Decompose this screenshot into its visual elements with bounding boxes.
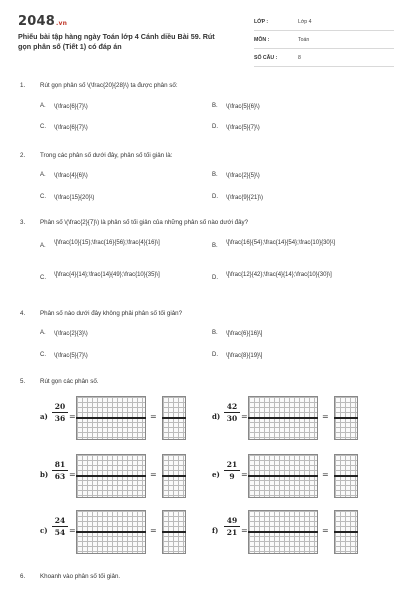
meta-label: MÔN : — [254, 37, 270, 43]
option-text: \(\frac{2}{3}\) — [54, 331, 88, 337]
option-text: \(\frac{6}{7}\) — [54, 125, 88, 131]
option-text: \[\frac{4}{14};\frac{14}{49};\frac{10}{35}\] — [54, 272, 160, 278]
option-text: \(\frac{6}{7}\) — [54, 104, 88, 110]
option-text: \(\frac{5}{6}\) — [226, 104, 260, 110]
given-fraction — [52, 402, 68, 423]
option-text: \[\frac{16}{54};\frac{14}{54};\frac{10}{30}\] — [226, 240, 336, 246]
fraction-bar — [248, 531, 318, 533]
given-fraction — [224, 402, 240, 423]
option-letter: A. — [40, 172, 46, 178]
answer-grid[interactable] — [76, 454, 146, 498]
option-text: \[\frac{12}{42};\frac{4}{14};\frac{10}{30}\] — [226, 272, 332, 278]
option-letter: C. — [40, 275, 46, 281]
denominator: 9 — [229, 472, 235, 481]
logo-text: 2048 — [18, 14, 55, 29]
option-letter: D. — [212, 124, 218, 130]
equals-sign: = — [241, 470, 248, 479]
option-letter: D. — [212, 275, 218, 281]
numerator: 42 — [224, 402, 240, 413]
exercise-c — [40, 508, 200, 556]
question-number: 4. — [20, 310, 26, 317]
option-letter: A. — [40, 330, 46, 336]
exercise-label: d) — [212, 412, 221, 421]
given-fraction — [52, 460, 68, 481]
equals-sign: = — [69, 526, 76, 535]
fraction-bar — [162, 531, 186, 533]
option-letter: B. — [212, 243, 218, 249]
fraction-bar — [76, 417, 146, 419]
fraction-bar — [248, 417, 318, 419]
option-letter: A. — [40, 243, 46, 249]
option-letter: B. — [212, 172, 218, 178]
exercise-f — [212, 508, 372, 556]
option-letter: B. — [212, 103, 218, 109]
question-text: Rút gọn các phân số. — [40, 378, 99, 385]
answer-grid[interactable] — [162, 510, 186, 554]
exercise-a — [40, 394, 200, 442]
option-text: \[\frac{8}{19}\] — [226, 353, 263, 359]
numerator: 21 — [224, 460, 240, 471]
equals-sign: = — [150, 412, 157, 421]
equals-sign: = — [322, 526, 329, 535]
option-letter: C. — [40, 352, 46, 358]
fraction-bar — [162, 417, 186, 419]
question-number: 6. — [20, 573, 26, 580]
fraction-bar — [334, 531, 358, 533]
option-letter: D. — [212, 194, 218, 200]
meta-label: SỐ CÂU : — [254, 55, 278, 61]
exercise-d — [212, 394, 372, 442]
answer-grid[interactable] — [334, 510, 358, 554]
given-fraction — [224, 460, 240, 481]
option-text: \[\frac{6}{16}\] — [226, 331, 263, 337]
option-text: \(\frac{4}{6}\) — [54, 173, 88, 179]
option-text: \(\frac{9}{21}\) — [226, 195, 264, 201]
exercise-e — [212, 452, 372, 500]
worksheet-header — [18, 14, 384, 60]
answer-grid[interactable] — [162, 454, 186, 498]
question-number: 2. — [20, 152, 26, 159]
fraction-bar — [248, 475, 318, 477]
fraction-bar — [76, 475, 146, 477]
equals-sign: = — [150, 470, 157, 479]
exercise-b — [40, 452, 200, 500]
equals-sign: = — [241, 412, 248, 421]
exercise-label: f) — [212, 526, 219, 535]
meta-label: LỚP : — [254, 19, 269, 25]
denominator: 21 — [226, 528, 238, 537]
question-text: Phân số nào dưới đây không phải phân số tối giản? — [40, 310, 183, 317]
question-number: 1. — [20, 82, 26, 89]
worksheet-meta — [254, 16, 394, 70]
meta-value: 8 — [298, 55, 301, 61]
meta-value: Toán — [298, 37, 310, 43]
option-text: \(\frac{5}{7}\) — [54, 353, 88, 359]
exercise-label: a) — [40, 412, 48, 421]
equals-sign: = — [69, 412, 76, 421]
fraction-bar — [334, 475, 358, 477]
equals-sign: = — [322, 412, 329, 421]
denominator: 63 — [54, 472, 66, 481]
question-number: 3. — [20, 219, 26, 226]
question-text: Phân số \(\frac{2}{7}\) là phân số tối giản của những phân số nào dưới đây? — [40, 219, 249, 226]
answer-grid[interactable] — [76, 396, 146, 440]
denominator: 54 — [54, 528, 66, 537]
option-text: \(\frac{2}{5}\) — [226, 173, 260, 179]
option-text: \(\frac{5}{7}\) — [226, 125, 260, 131]
fraction-bar — [334, 417, 358, 419]
equals-sign: = — [322, 470, 329, 479]
option-letter: C. — [40, 194, 46, 200]
fraction-bar — [162, 475, 186, 477]
given-fraction — [52, 516, 68, 537]
equals-sign: = — [241, 526, 248, 535]
answer-grid[interactable] — [248, 510, 318, 554]
denominator: 30 — [226, 414, 238, 423]
numerator: 81 — [52, 460, 68, 471]
answer-grid[interactable] — [334, 454, 358, 498]
meta-row-grade — [254, 16, 394, 31]
numerator: 20 — [52, 402, 68, 413]
answer-grid[interactable] — [162, 396, 186, 440]
answer-grid[interactable] — [248, 454, 318, 498]
meta-value: Lớp 4 — [298, 19, 312, 25]
meta-row-subject — [254, 34, 394, 49]
answer-grid[interactable] — [334, 396, 358, 440]
question-text: Rút gọn phân số \(\frac{20}{28}\) ta được phân số: — [40, 82, 178, 89]
meta-row-count — [254, 52, 394, 67]
site-logo[interactable] — [18, 14, 67, 29]
answer-grid[interactable] — [76, 510, 146, 554]
option-text: \(\frac{15}{20}\) — [54, 195, 95, 201]
question-text: Trong các phân số dưới đây, phân số tối giản là: — [40, 152, 173, 159]
option-letter: C. — [40, 124, 46, 130]
given-fraction — [224, 516, 240, 537]
exercise-label: b) — [40, 470, 49, 479]
option-letter: D. — [212, 352, 218, 358]
worksheet-title: Phiếu bài tập hàng ngày Toán lớp 4 Cánh diều Bài 59. Rút gọn phân số (Tiết 1) có đáp án — [18, 32, 215, 51]
answer-grid[interactable] — [248, 396, 318, 440]
fraction-bar — [76, 531, 146, 533]
exercise-label: c) — [40, 526, 48, 535]
exercise-label: e) — [212, 470, 220, 479]
option-letter: B. — [212, 330, 218, 336]
equals-sign: = — [150, 526, 157, 535]
numerator: 49 — [224, 516, 240, 527]
numerator: 24 — [52, 516, 68, 527]
option-text: \[\frac{10}{15};\frac{16}{56};\frac{4}{16}\] — [54, 240, 160, 246]
option-letter: A. — [40, 103, 46, 109]
equals-sign: = — [69, 470, 76, 479]
logo-suffix: .vn — [55, 20, 68, 27]
question-number: 5. — [20, 378, 26, 385]
question-text: Khoanh vào phân số tối giản. — [40, 573, 121, 580]
denominator: 36 — [54, 414, 66, 423]
